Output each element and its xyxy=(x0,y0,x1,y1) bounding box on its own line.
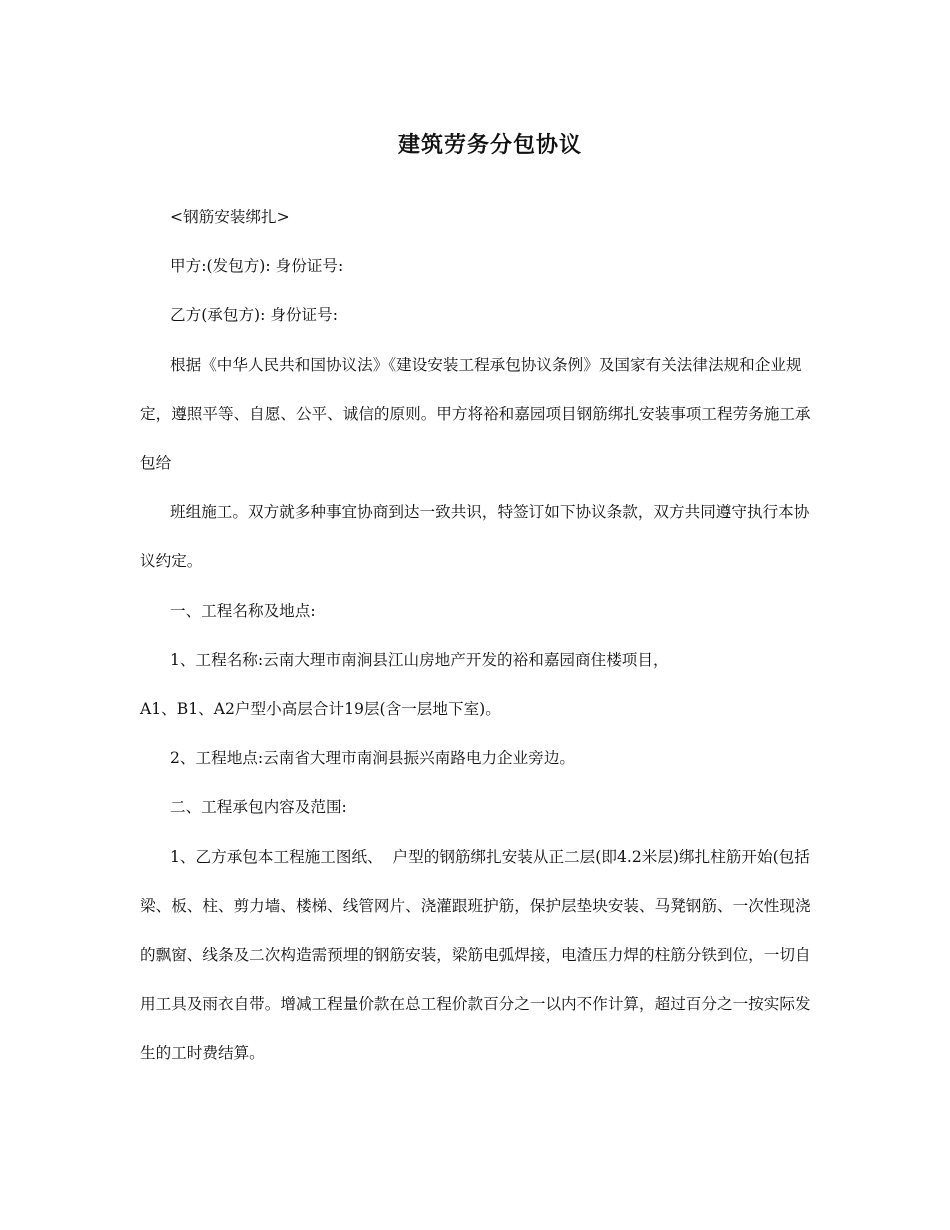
paragraph-project-location: 2、工程地点:云南省大理市南涧县振兴南路电力企业旁边。 xyxy=(170,749,576,768)
section-heading-2: 二、工程承包内容及范围: xyxy=(170,798,347,817)
paragraph-scope: 1、乙方承包本工程施工图纸、 户型的钢筋绑扎安装从正二层(即4.2米层)绑扎柱筋开始(包括梁、板、柱、剪力墙、楼梯、线管网片、浇灌跟班护筋，保护层垫块安装、马凳钢筋、一次性现浇的飘窗、线条及二次构造需预埋的钢筋安装，梁筋电弧焊接，电渣压力焊的柱筋分铁到位，一切自用工具及雨衣自带。增减工程量价款在总工程价款百分之一以内不作计算，超过百分之一按实际发生的工时费结算。 xyxy=(140,847,811,1063)
paragraph-party-b: 乙方(承包方): 身份证号: xyxy=(170,306,338,325)
section-heading-1: 一、工程名称及地点: xyxy=(170,601,316,620)
paragraph-basis: 根据《中华人民共和国协议法》《建设安装工程承包协议条例》及国家有关法律法规和企业规定，遵照平等、自愿、公平、诚信的原则。甲方将裕和嘉园项目钢筋绑扎安装事项工程劳务施工承包给 xyxy=(140,355,811,473)
document-body xyxy=(140,193,824,1079)
paragraph-project-name: 1、工程名称:云南大理市南涧县江山房地产开发的裕和嘉园商住楼项目， xyxy=(170,650,669,669)
paragraph-party-a: 甲方:(发包方): 身份证号: xyxy=(170,257,344,276)
paragraph-team: 班组施工。双方就多种事宜协商到达一致共识，特签订如下协议条款，双方共同遵守执行本协议约定。 xyxy=(140,503,810,571)
document-title: 建筑劳务分包协议 xyxy=(397,132,582,158)
paragraph-subtitle: <钢筋安装绑扎> xyxy=(170,208,290,226)
paragraph-project-units: A1、B1、A2户型小高层合计19层(含一层地下室)。 xyxy=(140,700,501,719)
